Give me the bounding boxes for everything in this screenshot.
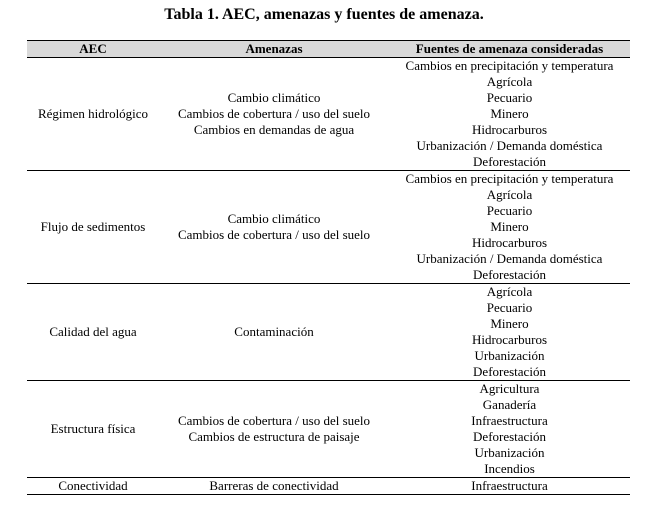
fuente-item: Deforestación [473,364,546,379]
table-row [27,284,630,381]
fuente-item: Pecuario [486,90,533,105]
amenazas-cell [159,381,389,478]
fuente-item: Agrícola [486,284,533,299]
fuente-item: Urbanización [474,445,545,460]
header-aec: AEC [27,41,159,58]
fuente-item: Agrícola [486,74,533,89]
aec-cell: Régimen hidrológico [27,58,159,171]
amenaza-item: Cambio climático [227,211,321,226]
fuente-item: Urbanización / Demanda doméstica [416,251,603,266]
fuente-item: Minero [490,106,529,121]
fuentes-cell [389,58,630,171]
fuentes-cell [389,381,630,478]
fuente-item: Pecuario [486,300,533,315]
header-amenazas: Amenazas [159,41,389,58]
fuente-item: Cambios en precipitación y temperatura [405,58,614,73]
fuente-item: Ganadería [482,397,537,412]
table-row [27,478,630,495]
amenazas-cell [159,58,389,171]
table-header-row [27,41,630,58]
amenaza-item: Cambios de cobertura / uso del suelo [177,106,371,121]
table-row [27,58,630,171]
fuente-item: Pecuario [486,203,533,218]
fuente-item: Minero [490,316,529,331]
fuente-item: Urbanización / Demanda doméstica [416,138,603,153]
fuente-item: Deforestación [473,429,546,444]
amenazas-cell [159,171,389,284]
aec-threats-table [27,40,630,495]
table-row [27,171,630,284]
amenaza-item: Cambios en demandas de agua [193,122,355,137]
fuente-item: Agricultura [479,381,540,396]
fuente-item: Deforestación [473,267,546,282]
amenaza-item: Cambio climático [227,90,321,105]
fuente-item: Hidrocarburos [471,235,548,250]
fuente-item: Infraestructura [471,478,548,493]
header-fuentes: Fuentes de amenaza consideradas [389,41,630,58]
aec-cell: Estructura física [27,381,159,478]
amenaza-item: Barreras de conectividad [209,478,339,493]
fuente-item: Deforestación [473,154,546,169]
amenazas-cell [159,284,389,381]
aec-cell: Calidad del agua [27,284,159,381]
fuente-item: Hidrocarburos [471,122,548,137]
fuentes-cell [389,478,630,495]
fuente-item: Infraestructura [471,413,548,428]
amenaza-item: Contaminación [234,324,314,339]
table-row [27,381,630,478]
fuente-item: Hidrocarburos [471,332,548,347]
fuente-item: Urbanización [474,348,545,363]
fuente-item: Minero [490,219,529,234]
table-caption: Tabla 1. AEC, amenazas y fuentes de amenaza. [164,6,484,23]
amenaza-item: Cambios de cobertura / uso del suelo [177,413,371,428]
fuentes-cell [389,284,630,381]
aec-cell: Flujo de sedimentos [27,171,159,284]
fuente-item: Cambios en precipitación y temperatura [405,171,614,186]
amenaza-item: Cambios de cobertura / uso del suelo [177,227,371,242]
fuentes-cell [389,171,630,284]
fuente-item: Agrícola [486,187,533,202]
fuente-item: Incendios [484,461,535,476]
amenaza-item: Cambios de estructura de paisaje [188,429,360,444]
aec-cell: Conectividad [27,478,159,495]
amenazas-cell [159,478,389,495]
